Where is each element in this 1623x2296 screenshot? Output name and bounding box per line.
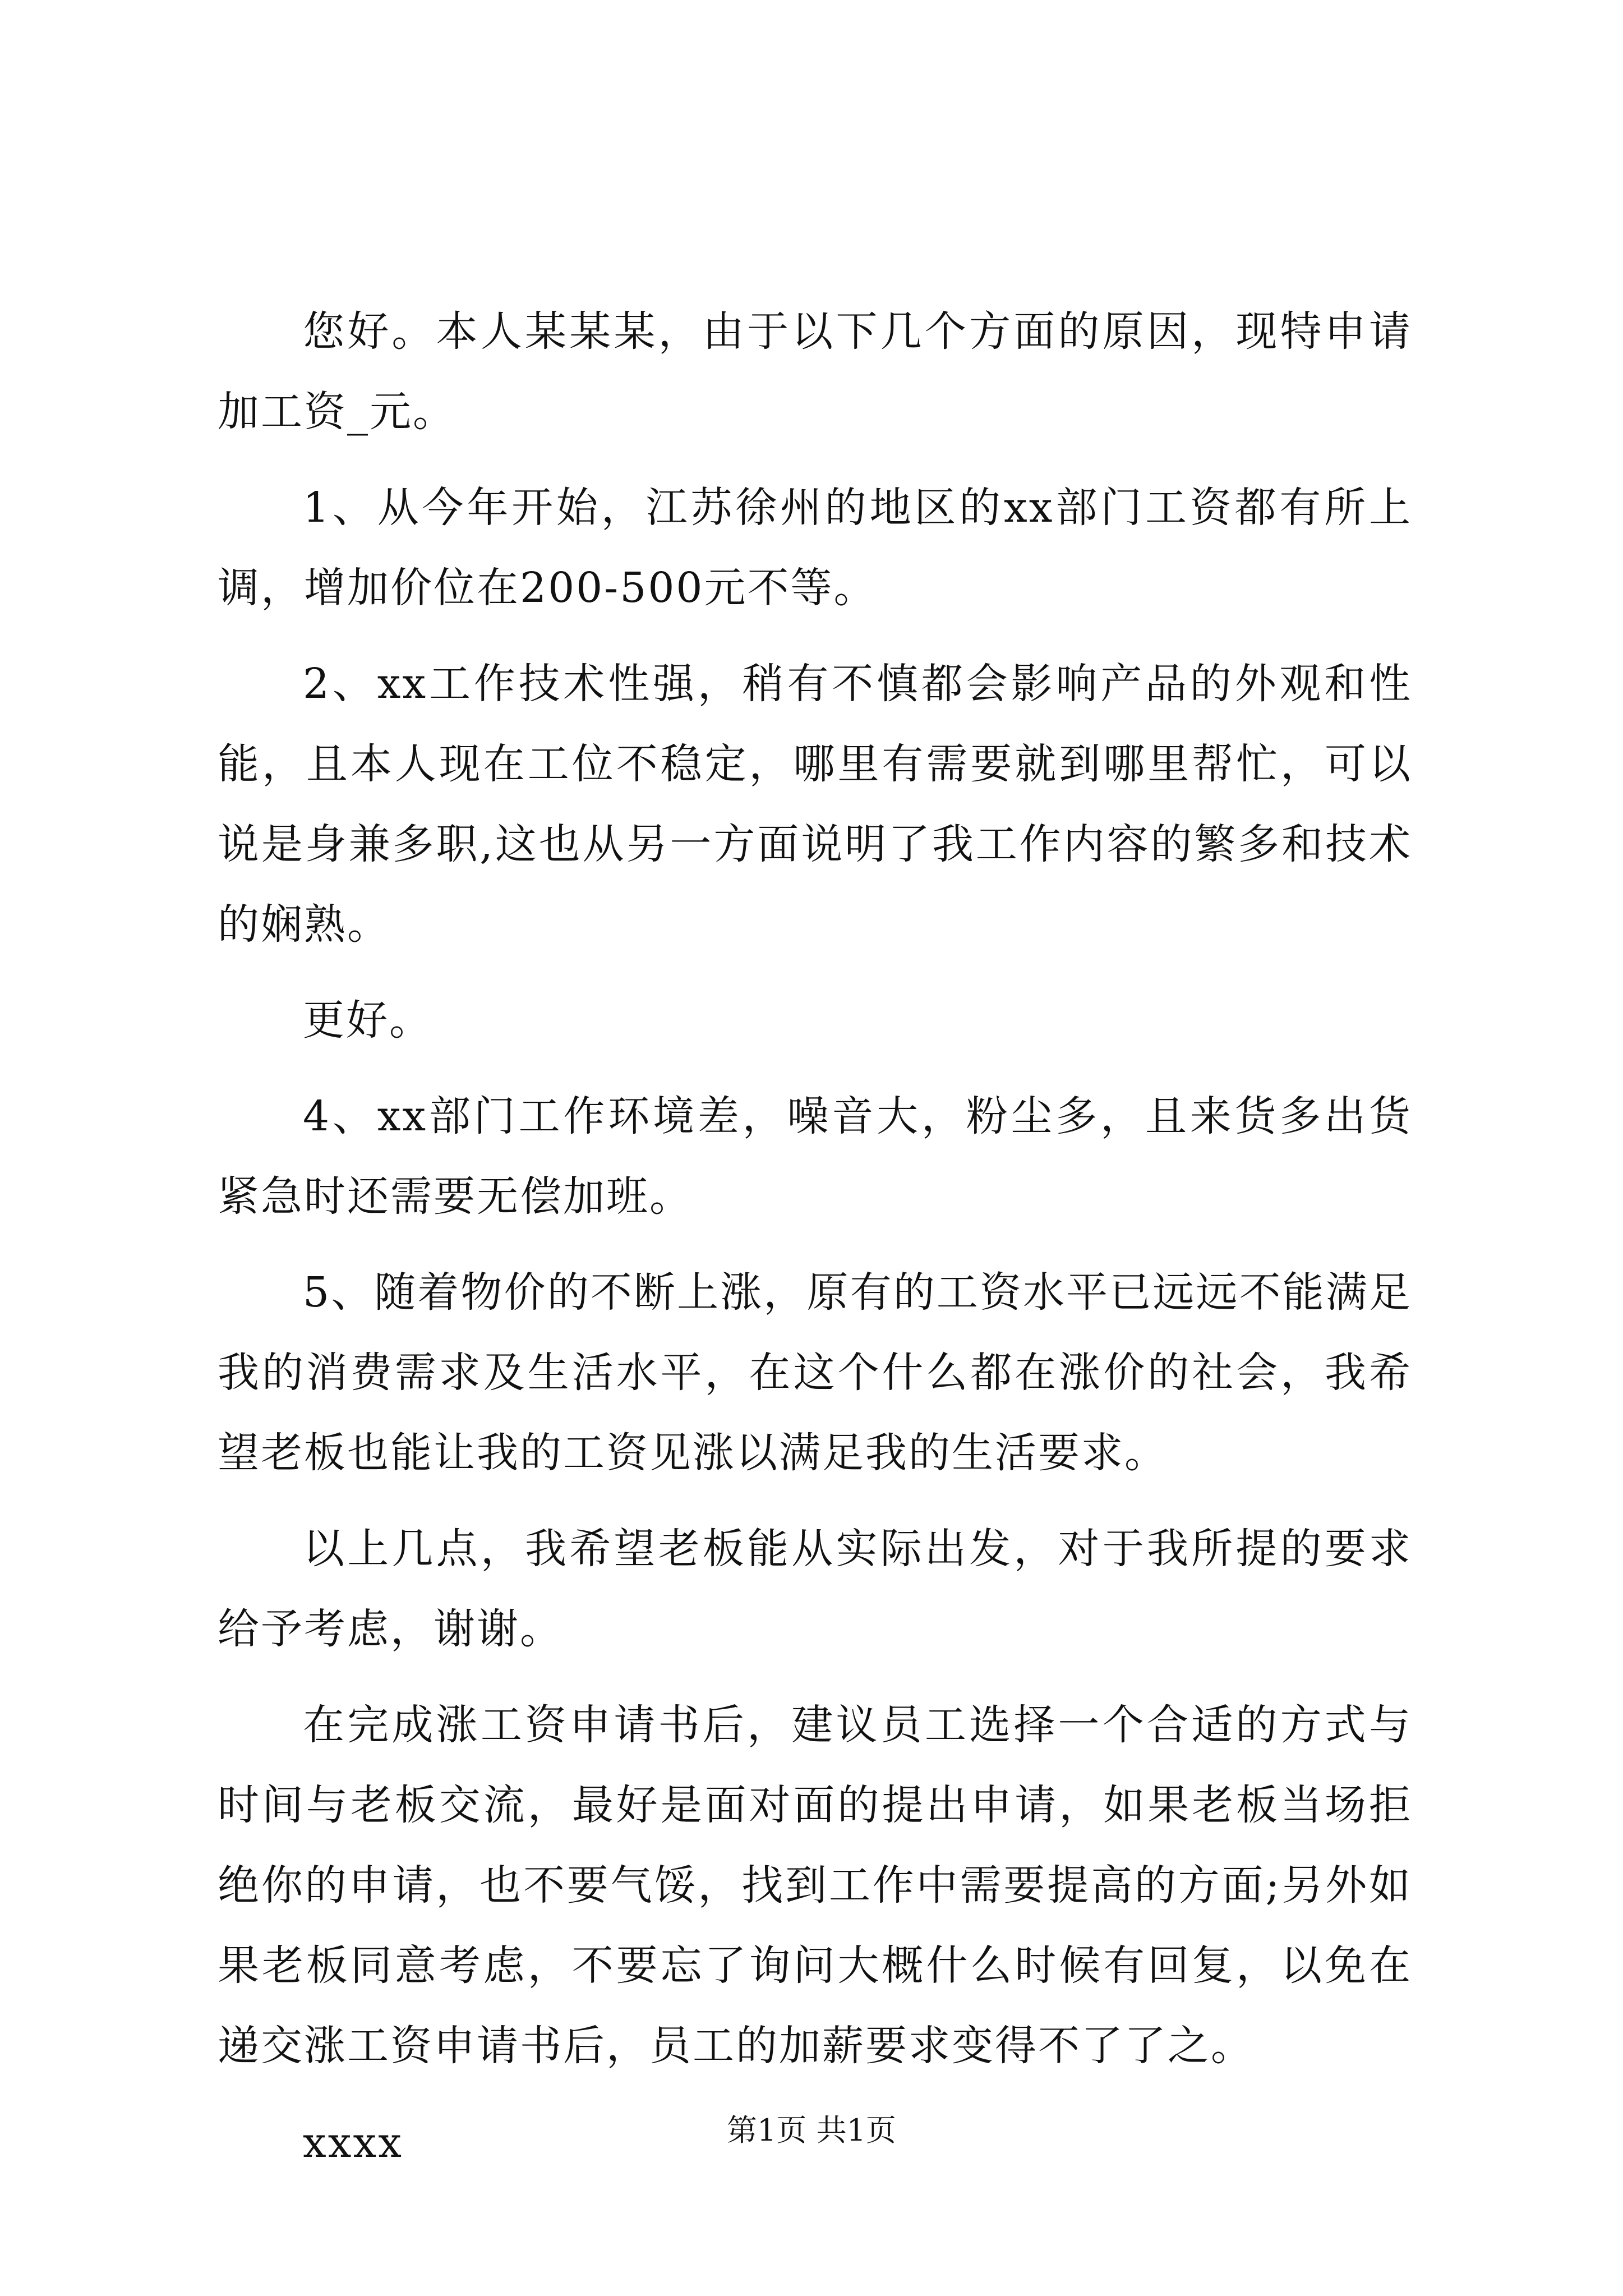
paragraph-fragment: 更好。	[303, 996, 432, 1045]
document-body	[218, 292, 1412, 2199]
paragraph-closing: 以上几点，我希望老板能从实际出发，对于我所提的要求给予考虑，谢谢。	[218, 1525, 1412, 1653]
paragraph-reason-4: 4、xx部门工作环境差，噪音大，粉尘多，且来货多出货紧急时还需要无偿加班。	[218, 1092, 1412, 1221]
paragraph-reason-2: 2、xx工作技术性强，稍有不慎都会影响产品的外观和性能，且本人现在工位不稳定，哪里有需要就到哪里帮忙，可以说是身兼多职,这也从另一方面说明了我工作内容的繁多和技术的娴熟。	[218, 660, 1412, 949]
paragraph-reason-5: 5、随着物价的不断上涨，原有的工资水平已远远不能满足我的消费需求及生活水平，在这个什么都在涨价的社会，我希望老板也能让我的工资见涨以满足我的生活要求。	[218, 1268, 1412, 1477]
signature: xxxx	[303, 2119, 403, 2167]
paragraph-greeting: 您好。本人某某某，由于以下几个方面的原因，现特申请加工资_元。	[218, 307, 1412, 436]
page-number-footer: 第1页 共1页	[727, 2113, 896, 2148]
paragraph-reason-1: 1、从今年开始，江苏徐州的地区的xx部门工资都有所上调，增加价位在200-500元不等。	[218, 484, 1412, 612]
paragraph-advice: 在完成涨工资申请书后，建议员工选择一个合适的方式与时间与老板交流，最好是面对面的提出申请，如果老板当场拒绝你的申请，也不要气馁，找到工作中需要提高的方面;另外如果老板同意考虑，不要忘了询问大概什么时候有回复，以免在递交涨工资申请书后，员工的加薪要求变得不了了之。	[218, 1701, 1412, 2070]
